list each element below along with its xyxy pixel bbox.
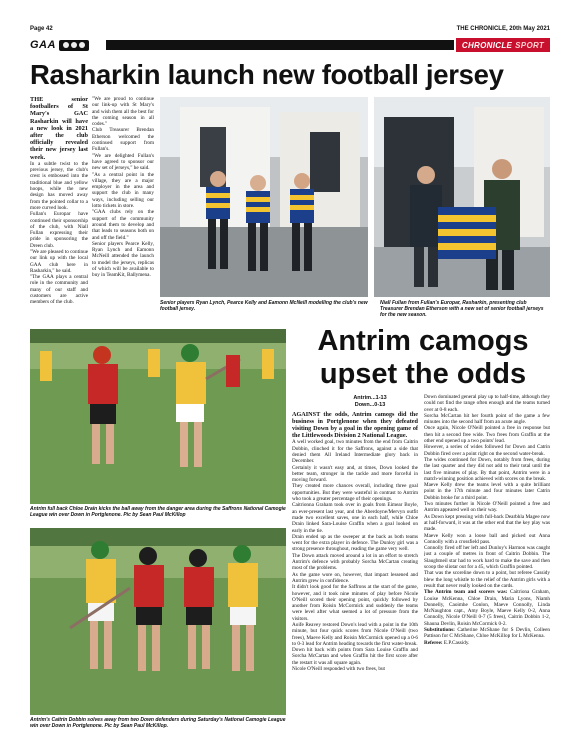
section-divider <box>106 40 454 50</box>
article-paragraph: They created more chances overall, including three goal opportunities. But they were wasteful in contrast to Antrim who took a greater percentage of their openings. <box>292 483 418 503</box>
page-number: Page 42 <box>30 26 53 32</box>
camogs-headline: Antrim camogs upset the odds <box>317 325 529 390</box>
article-paragraph: Certainly it wasn't easy and, at times, Down looked the better team, stronger in the tackle and more forceful in moving forward. <box>292 464 418 484</box>
article-paragraph: Connolly fired off her left and Dunloy's Harmon was caught just a couple of metres in front of Caitrin Dobbin. The Slaughtneil star had to work hard to make the save and then scoop the sliotar out for a 45, which Graffin pointed. <box>424 545 550 571</box>
referee-label: Referee: <box>424 639 444 646</box>
article-paragraph: Maeve Kelly drew the teams level with a quite brilliant point in the 17th minute and four minutes later Catrin Dobbin broke for a third point. <box>424 482 550 501</box>
article-paragraph: It didn't look good for the Saffrons at the start of the game, however, and it took nine minutes of play before Nicole O'Neill scored their opening point, quickly followed by another from Roisin McCormick and suddenly the teams were level after what seemed a lot of pressure from the visitors. <box>292 584 418 622</box>
article-paragraph: Down hit back with points from Sara Louise Graffin and Sorcha McCartan and when Graffin hit the first score after the restart it was all square again. <box>292 647 418 666</box>
article-paragraph: Once again, Nicole O'Neill pointed a free in response but then hit a second free wide. Two frees from Graffin at the other end opened up a two points' lead. <box>424 425 550 445</box>
jersey-headline: Rasharkin launch new football jersey <box>30 59 504 90</box>
jersey-presentation-photo <box>374 97 550 297</box>
article-paragraph: Caitrionna Graham took over in goals from Eimear Boyle, an ever-present last year, and the Aberdoyne/Mervyn outfit made two excellent saves, one in each half, while Chloe Drain linked Sara-Louise Graffin when a goal looked on early in the tie. <box>292 502 418 534</box>
article-paragraph: Two minutes further in Nicole O'Neill pointed a free and Antrim appeared well on their way. <box>424 501 550 514</box>
page-header <box>30 26 550 36</box>
camogie-photo-2 <box>30 528 286 715</box>
chronicle-text: CHRONICLE <box>461 40 513 50</box>
referee <box>424 640 550 646</box>
ball-icons <box>59 40 89 51</box>
article-paragraph: Club Treasurer Brendan Etherson welcomed the continued support from Fullan's. <box>92 127 154 153</box>
gaa-text: GAA <box>30 39 56 51</box>
chronicle-sport-logo <box>456 38 550 52</box>
article-paragraph: Down dominated general play up to half-time, although they could not find the range often enough and the teams turned over at 0-8 each. <box>424 394 550 413</box>
camogs-story-col1 <box>292 411 418 716</box>
article-paragraph: The wides continued for Down, notably from frees, during the last quarter and they did not add to their total until the last five minutes of play. By that point, Antrim were in a match-winning position achieved with scores on the break. <box>424 456 550 482</box>
paper-date: THE CHRONICLE, 20th May 2021 <box>456 26 550 32</box>
camogs-story-col2 <box>424 394 550 724</box>
jersey-photo2-caption: Niall Fullan from Fullan's Europar, Rasharkin, presenting club Treasurer Brendan Etherson with a new set of senior football jerseys for the new season. <box>380 300 544 318</box>
article-paragraph: "The GAA plays a central role in the community and many of our staff and customers are active members of the club. <box>30 274 88 306</box>
article-paragraph: Sorcha McCartan hit her fourth point of the game a few minutes into the second half from an acute angle. <box>424 412 550 426</box>
article-paragraph: Aoife Reavey restored Down's lead with a point in the 10th minute, but four quick scores from Nicole O'Neill (two frees), Maeve Kelly and Roisin McCormick opened up a 0-6 to 0-3 lead for Antrim heading towards the first water-break. <box>292 621 418 647</box>
camogie-photo2-caption: Antrim's Caitrin Dobbin solves away from two Down defenders during Saturday's National Camogie League win over Down in Portglenone. Pic by Sean Paul McKillop. <box>30 717 286 729</box>
article-paragraph: "We are delighted Fullan's have agreed to sponsor our new set of jerseys," he said. <box>92 152 154 172</box>
article-paragraph: Fullan's Europar have continued their sponsorship of the club, with Niall Fullan expressing their pride in sponsoring the Dreen club. <box>30 211 88 249</box>
substitutions-text: Catherine McShane for S Devlin, Colleen Pattison for C McShane, Chloe McKillop for L McKenna. <box>424 626 550 640</box>
jersey-story-col2 <box>92 96 154 326</box>
article-paragraph: The Down attack moved around a lot in an effort to stretch Antrim's defence with probably Sorcha McCartan creating most of the problems. <box>292 552 418 572</box>
jersey-photo1-caption: Senior players Ryan Lynch, Pearce Kelly and Eamonn McNeill modelling the club's new football jersey. <box>160 300 368 312</box>
antrim-scorers-text: Caitriona Graham, Louise McKenna, Chloe Drain, Maria Lyons, Niamh Donnelly, Caoimhe Conlon, Maeve Connolly, Linda McNaughton capt., Amy Boyle, Maeve Kelly 0-2, Anna Connolly, Nicole O'Neill 0-7 (5 frees), Caitrin Dobbin 1-2, Shauna Devlin, Roisin McCormick 0-2. <box>424 589 550 627</box>
substitutions <box>424 627 550 640</box>
article-paragraph: "GAA clubs rely on the support of the community around them to develop and that leads to seasons both on and off the field." <box>92 209 154 241</box>
score-home: Antrim...1-13 <box>353 395 387 401</box>
article-paragraph: Drain ended up as the sweeper at the back as both teams went for the extra player in defence. The Dunloy girl was a strong presence throughout, reading the game very well. <box>292 533 418 553</box>
article-paragraph: As Down kept pressing with full-back Dearbhla Magee now at half-forward, it was at the other end that the key play was made. <box>424 513 550 533</box>
section-bar <box>30 38 550 52</box>
article-paragraph: Senior players Pearce Kelly, Ryan Lynch and Eamonn McNeill attended the launch to model the jerseys, replicas of which will be available to buy in TeamKit, Ballymena. <box>92 240 154 279</box>
jersey-players-photo <box>160 97 368 297</box>
match-score <box>330 395 410 409</box>
article-paragraph: Maeve Kelly won a loose ball and picked out Anna Connolly with a crossfield pass. <box>424 532 550 545</box>
gaa-section-label <box>30 38 102 52</box>
jersey-story-col1 <box>30 96 88 326</box>
article-paragraph: "We are pleased to continue our link up with the local GAA club here in Rasharkin," he said. <box>30 248 88 274</box>
substitutions-label: Substitutions: <box>424 626 458 633</box>
camogie-photo1-caption: Antrim full back Chloe Drain kicks the ball away from the danger area during the Saffrons National Camogie League win over Down in Portglenone. Pic by Sean Paul McKillop <box>30 506 286 518</box>
antrim-scorers <box>424 589 550 627</box>
article-paragraph: That was the scoreline down to a point, but referee Cassidy blew the long whistle to the relief of the Antrim girls with a result that never really looked on the cards. <box>424 570 550 589</box>
antrim-scorers-label: The Antrim team and scorers was: <box>424 589 510 596</box>
article-paragraph: In a subtle twist to the previous jersey, the club's crest is embossed into the traditional blue and yellow hoops, while the new design has moved away from the pointed collar to a more curved look. <box>30 160 88 211</box>
article-paragraph: THE senior footballers of St Mary's GAC Rasharkin will have a new look in 2021 after the club officially revealed their new jersey last week. <box>30 96 88 161</box>
score-away: Down...0-13 <box>354 402 386 408</box>
article-paragraph: "As a central point in the village, they are a major employer in the area and support the club in many ways, including selling our lotto tickets in store. <box>92 171 154 210</box>
sport-text: SPORT <box>515 40 545 50</box>
article-paragraph: However, a series of wides followed for Down and Catrin Dobbin fired over a point right on the second water-break. <box>424 444 550 457</box>
article-paragraph: As the game wore on, however, that impact lessened and Antrim grew in confidence. <box>292 571 418 584</box>
article-paragraph: "We are proud to continue our link-up with St Mary's and wish them all the best for the coming season in all codes." <box>92 96 154 128</box>
referee-text: E.P.Cassidy. <box>443 639 470 646</box>
article-paragraph: AGAINST the odds, Antrim camogs did the business in Portglenone when they defeated visiting Down by a goal in the opening game of the Littlewoods Division 2 National League. <box>292 411 418 440</box>
camogie-photo-1 <box>30 329 286 504</box>
article-paragraph: Nicole O'Neill responded with two frees, but <box>292 666 385 673</box>
article-paragraph: A well worked goal, two minutes from the end from Caitrin Dobbin, clinched it for the Saffrons, against a side that denied them All Ireland Intermediate glory back in December. <box>292 439 418 465</box>
